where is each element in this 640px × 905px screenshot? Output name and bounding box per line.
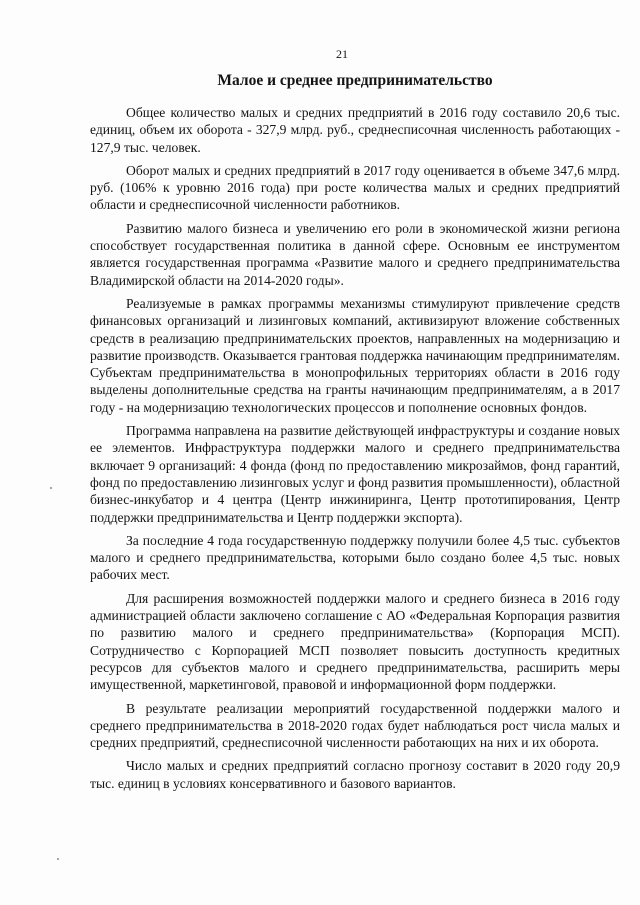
paragraph: Реализуемые в рамках программы механизмы стимулируют привлечение средств финансовых организаций и лизинговых компаний, активизируют вложение собственных средств в реализацию предпринимательских проектов, направленных на модернизацию и развитие производств. Оказывается грантовая поддержка начинающим предпринимателям. Субъектам предпринимательства в монопрофильных территориях области в 2016 году выделены дополнительные средства на гранты начинающим предпринимателям, а в 2017 году - на модернизацию технологических процессов и пополнение основных фондов. bbox=[90, 295, 620, 415]
paragraph: За последние 4 года государственную поддержку получили более 4,5 тыс. субъектов малого и среднего предпринимательства, которыми было создано более 4,5 тыс. новых рабочих мест. bbox=[90, 532, 620, 583]
scan-speck bbox=[57, 858, 59, 860]
page-number: 21 bbox=[336, 47, 348, 61]
paragraph: Развитию малого бизнеса и увеличению его роли в экономической жизни региона способствует государственная политика в данной сфере. Основным ее инструментом является государственная программа «Развитие малого и среднего предпринимательства Владимирской области на 2014-2020 годы». bbox=[90, 220, 620, 288]
body-text bbox=[90, 104, 620, 798]
paragraph: Для расширения возможностей поддержки малого и среднего бизнеса в 2016 году администрацией области заключено соглашение с АО «Федеральная Корпорация развития по развитию малого и среднего предпринимательства» (Корпорация МСП). Сотрудничество с Корпорацией МСП позволяет повысить доступность кредитных ресурсов для субъектов малого и среднего предпринимательства, расширить меры имущественной, маркетинговой, правовой и информационной форм поддержки. bbox=[90, 590, 620, 693]
scan-speck bbox=[50, 487, 52, 489]
section-title: Малое и среднее предпринимательство bbox=[217, 72, 493, 89]
paragraph: Программа направлена на развитие действующей инфраструктуры и создание новых ее элементов. Инфраструктура поддержки малого и среднего предпринимательства включает 9 организаций: 4 фонда (фонд по предоставлению микрозаймов, фонд гарантий, фонд по предоставлению лизинговых услуг и фонд развития промышленности), областной бизнес-инкубатор и 4 центра (Центр инжиниринга, Центр прототипирования, Центр поддержки предпринимательства и Центр поддержки экспорта). bbox=[90, 423, 620, 525]
paragraph: Оборот малых и средних предприятий в 2017 году оценивается в объеме 347,6 млрд. руб. (106% к уровню 2016 года) при росте количества малых и средних предприятий области и среднесписочной численности работников. bbox=[90, 162, 620, 213]
paragraph: Число малых и средних предприятий согласно прогнозу составит в 2020 году 20,9 тыс. единиц в условиях консервативного и базового вариантов. bbox=[90, 758, 620, 791]
paragraph: Общее количество малых и средних предприятий в 2016 году составило 20,6 тыс. единиц, объем их оборота - 327,9 млрд. руб., среднесписочная численность работающих - 127,9 тыс. человек. bbox=[90, 105, 620, 155]
paragraph: В результате реализации мероприятий государственной поддержки малого и среднего предпринимательства в 2018-2020 годах будет наблюдаться рост числа малых и средних предприятий, среднесписочной численности работающих на них и их оборота. bbox=[90, 700, 620, 751]
